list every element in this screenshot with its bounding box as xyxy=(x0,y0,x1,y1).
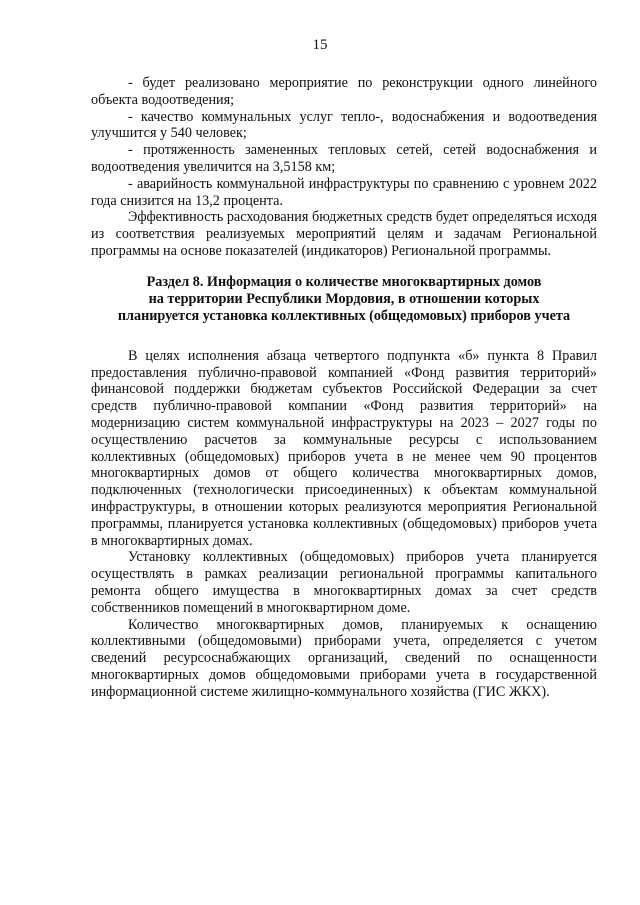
section-heading-line: Раздел 8. Информация о количестве многоквартирных домов xyxy=(146,273,542,290)
section-heading xyxy=(91,260,597,325)
bullet-paragraph: - будет реализовано мероприятие по реконструкции одного линейного объекта водоотведения; xyxy=(91,75,597,108)
bullet-paragraph: - аварийность коммунальной инфраструктуры по сравнению с уровнем 2022 года снизится на 13,2 процента. xyxy=(91,175,597,209)
document-body xyxy=(91,75,597,701)
section-heading-line: на территории Республики Мордовия, в отношении которых xyxy=(148,290,540,307)
body-paragraph: В целях исполнения абзаца четвертого подпункта «б» пункта 8 Правил предоставления публично-правовой компанией «Фонд развития территорий» финансовой поддержки бюджетам субъектов Российской Федерации за счет средств публично-правовой компании «Фонд развития территорий» на модернизацию систем коммунальной инфраструктуры на 2023 – 2027 годы по осуществлению расчетов за коммунальные ресурсы с использованием коллективных (общедомовых) приборов учета в не менее чем 90 процентов многоквартирных домов от общего количества многоквартирных домов, подключенных (технологически присоединенных) к объектам коммунальной инфраструктуры, в отношении которых реализуются мероприятия Региональной программы, планируется установка коллективных (общедомовых) приборов учета в многоквартирных домах. xyxy=(91,347,597,549)
page-number: 15 xyxy=(312,37,328,53)
section-heading-line: планируется установка коллективных (общедомовых) приборов учета xyxy=(117,307,571,324)
bullet-paragraph: - качество коммунальных услуг тепло-, водоснабжения и водоотведения улучшится у 540 человек; xyxy=(91,108,597,142)
body-paragraph: Эффективность расходования бюджетных средств будет определяться исходя из соответствия реализуемых мероприятий целям и задачам Региональной программы на основе показателей (индикаторов) Региональной программы. xyxy=(91,209,597,259)
body-paragraph: Количество многоквартирных домов, планируемых к оснащению коллективными (общедомовыми) приборами учета, определяется с учетом сведений ресурсоснабжающих организаций, сведений по оснащенности многоквартирных домов общедомовыми приборами учета в государственной информационной системе жилищно-коммунального хозяйства (ГИС ЖКХ). xyxy=(91,616,597,700)
body-paragraph: Установку коллективных (общедомовых) приборов учета планируется осуществлять в рамках реализации региональной программы капитального ремонта общего имущества в многоквартирных домах за счет средств собственников помещений в многоквартирном доме. xyxy=(91,549,597,616)
bullet-paragraph: - протяженность замененных тепловых сетей, сетей водоснабжения и водоотведения увеличится на 3,5158 км; xyxy=(91,142,597,175)
